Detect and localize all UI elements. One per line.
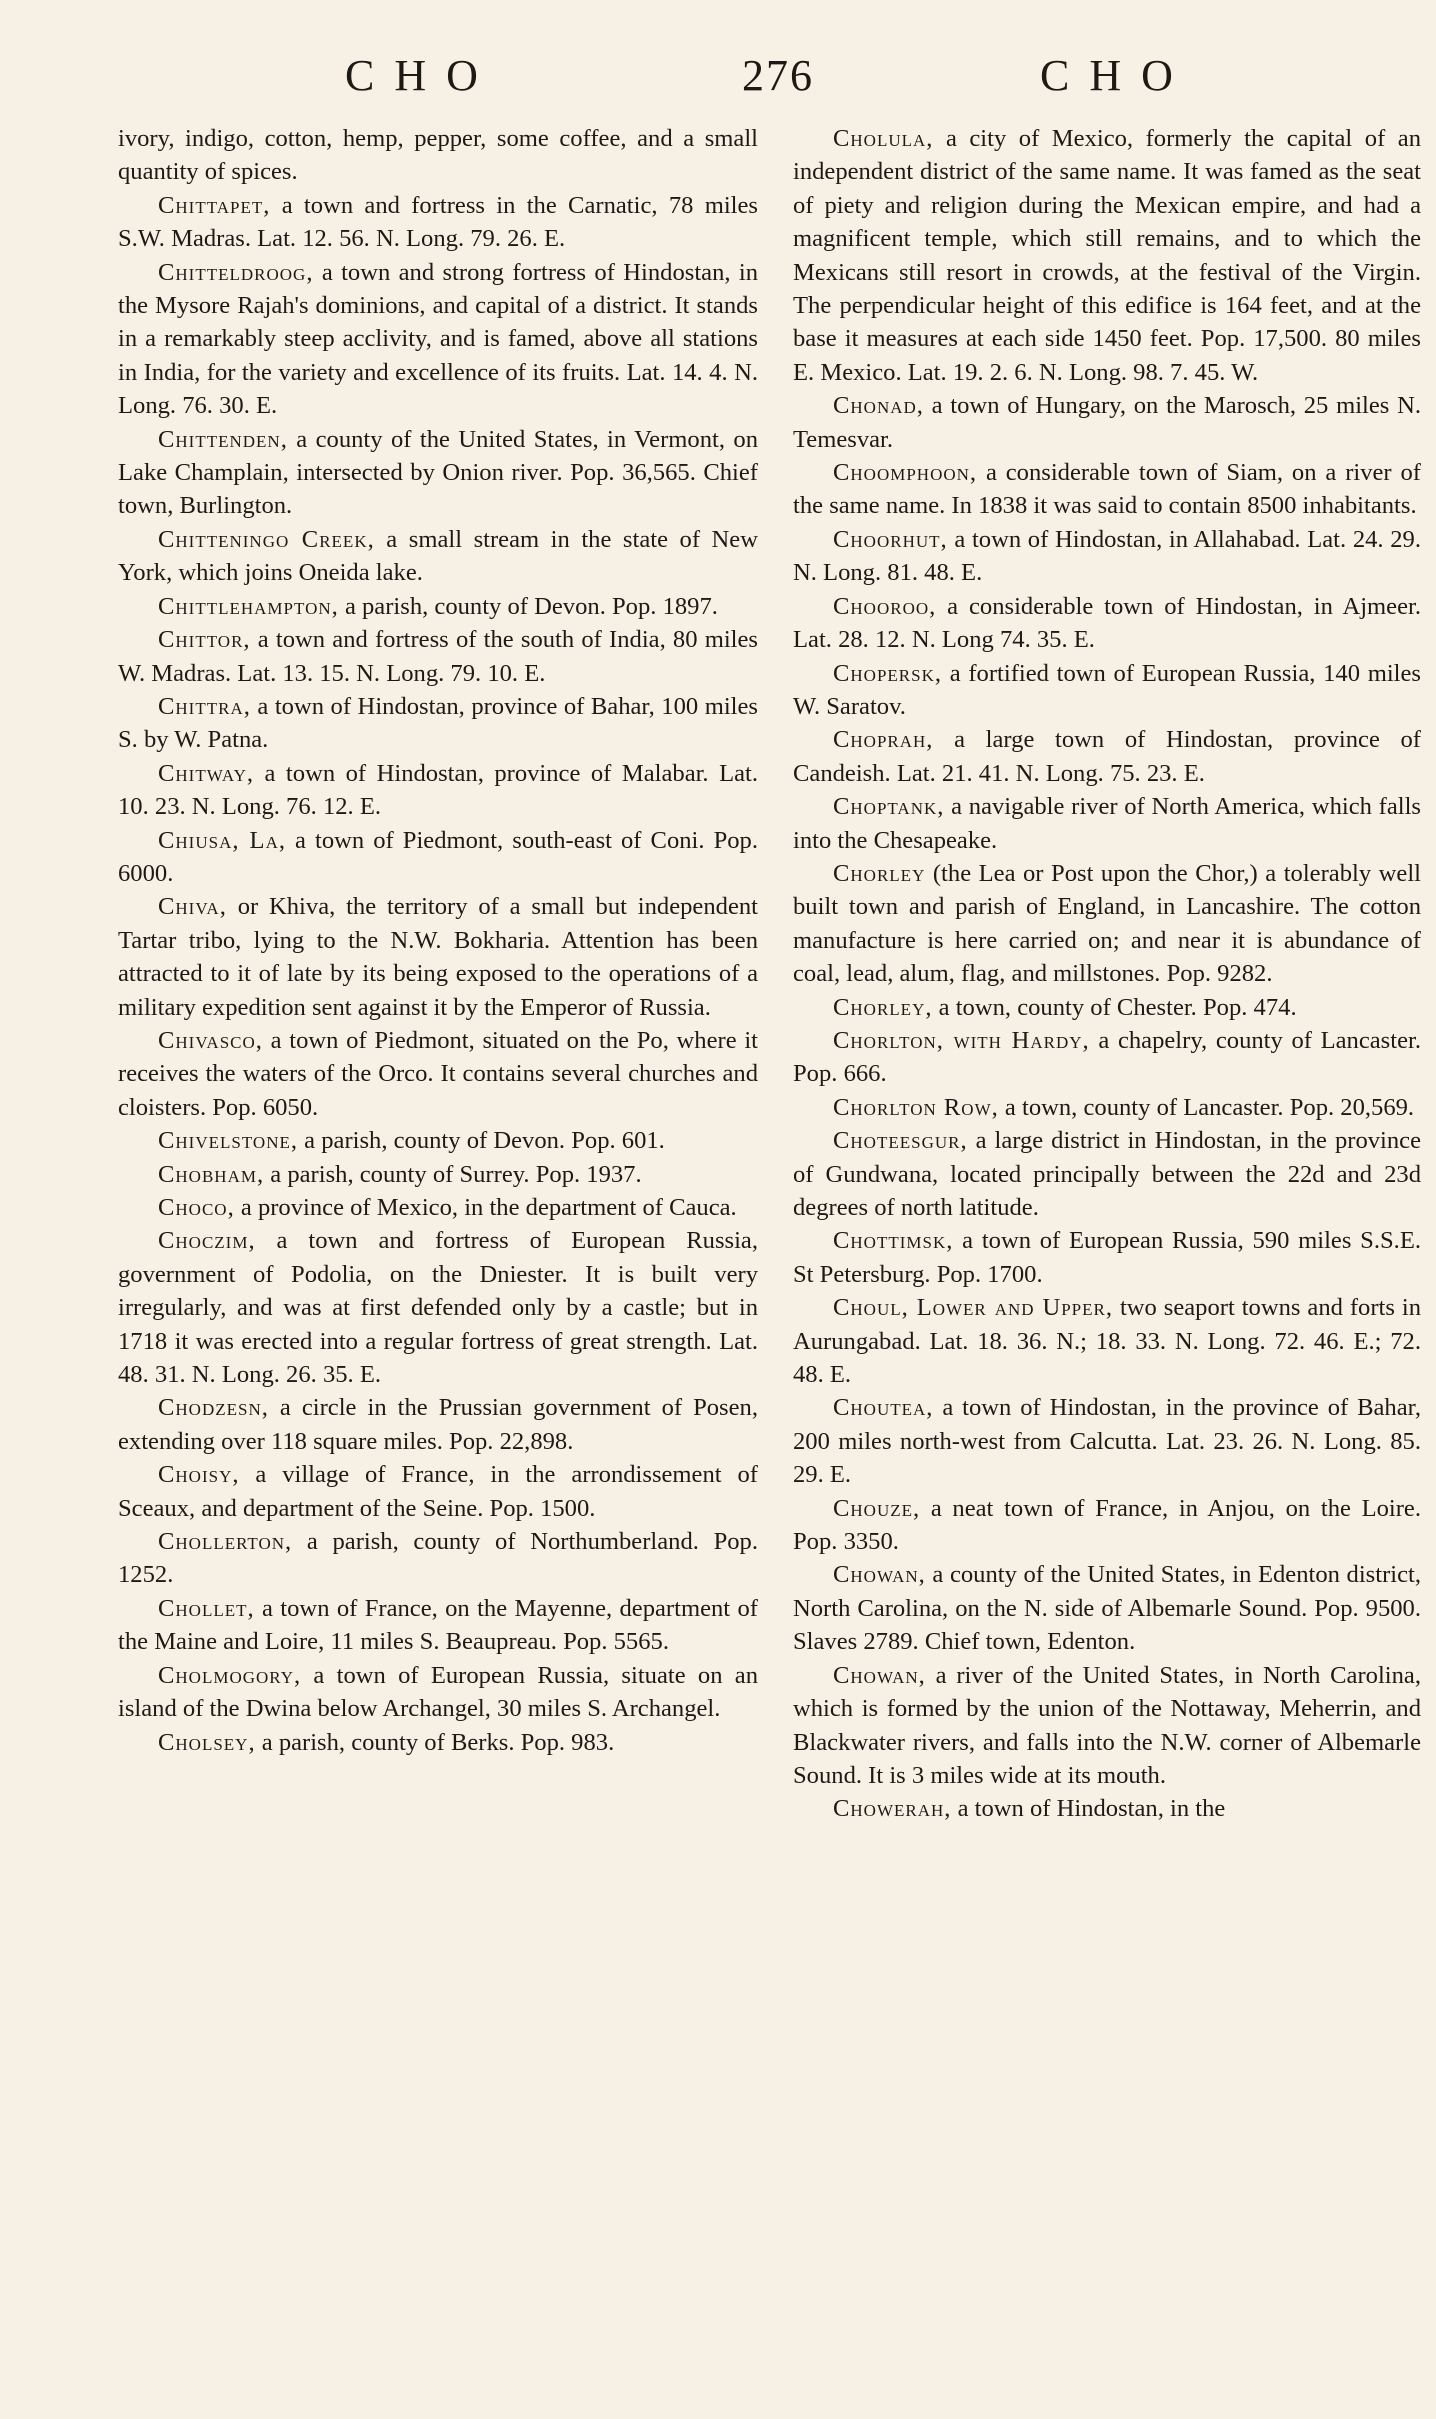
entry-headword: Chitteldroog,: [158, 258, 314, 286]
gazetteer-entry: [118, 1024, 758, 1124]
entry-text: a town of Hindostan, in the province of Bahar, 200 miles north-west from Calcutta. Lat. 23. 26. N. Long. 85. 29. E.: [793, 1394, 1421, 1489]
header-right-guide-word: CHO: [1040, 51, 1193, 100]
gazetteer-entry: [118, 1458, 758, 1525]
entry-text: a town and fortress of European Russia, government of Podolia, on the Dniester. It is built very irregularly, and was at first defended only by a castle; but in 1718 it was erected into a regular fortress of great strength. Lat. 48. 31. N. Long. 26. 35. E.: [118, 1227, 758, 1389]
entry-text: a chapelry, county of Lancaster. Pop. 666.: [793, 1026, 1421, 1088]
entry-headword: Choisy,: [158, 1461, 240, 1489]
entry-text: a town of European Russia, 590 miles S.S.E. St Petersburg. Pop. 1700.: [793, 1227, 1421, 1288]
gazetteer-entry: [793, 389, 1421, 456]
gazetteer-entry: [118, 1158, 758, 1191]
gazetteer-entry: [793, 790, 1421, 857]
entry-headword: Chowerah,: [833, 1795, 952, 1823]
entry-headword: Chorley: [833, 859, 926, 887]
left-column: [118, 122, 758, 1759]
gazetteer-entry: [118, 690, 758, 757]
entry-headword: Chiusa, La,: [158, 826, 286, 854]
gazetteer-entry: [118, 1726, 758, 1759]
gazetteer-entry: [793, 991, 1421, 1024]
entry-text: a town of European Russia, situate on an island of the Dwina below Archangel, 30 miles S. Archangel.: [118, 1661, 758, 1723]
entry-headword: Chopersk,: [833, 659, 943, 687]
entry-headword: Chittlehampton,: [158, 592, 339, 620]
gazetteer-entry: [793, 456, 1421, 523]
entry-text: a city of Mexico, formerly the capital of an independent district of the same name. It was famed as the seat of piety and religion during the Mexican empire, and had a magnificent temple, which still remains, and to which the Mexicans still resort in crowds, at the festival of the Virgin. The perpendicular height of this edifice is 164 feet, and at the base it measures at each side 1450 feet. Pop. 17,500. 80 miles E. Mexico. Lat. 19. 2. 6. N. Long. 98. 7. 45. W.: [793, 125, 1421, 386]
entry-headword: Chorlton Row,: [833, 1093, 999, 1121]
entry-headword: Choutea,: [833, 1394, 934, 1422]
entry-text: a county of the United States, in Vermont, on Lake Champlain, intersected by Onion river. Pop. 36,565. Chief town, Burlington.: [118, 425, 758, 520]
gazetteer-entry: [793, 1558, 1421, 1658]
entry-headword: Chobham,: [158, 1160, 265, 1188]
entry-headword: Chorlton, with Hardy,: [833, 1026, 1090, 1054]
entry-headword: Chittor,: [158, 626, 251, 654]
entry-headword: Choteesgur,: [833, 1127, 968, 1155]
entry-headword: Chiva,: [158, 893, 227, 921]
entry-text: a village of France, in the arrondissement of Sceaux, and department of the Seine. Pop. 1500.: [118, 1461, 758, 1522]
entry-text: two seaport towns and forts in Aurungabad. Lat. 18. 36. N.; 18. 33. N. Long. 72. 46. E.; 72. 48. E.: [793, 1294, 1422, 1389]
entry-text: a considerable town of Siam, on a river of the same name. In 1838 it was said to contain 8500 inhabitants.: [793, 459, 1421, 520]
entry-headword: Cholmogory,: [158, 1661, 302, 1689]
gazetteer-entry: [793, 857, 1421, 991]
entry-text: a town of France, on the Mayenne, department of the Maine and Loire, 11 miles S. Beaupreau. Pop. 5565.: [118, 1594, 758, 1656]
gazetteer-entry: [118, 757, 758, 824]
gazetteer-entry: [118, 423, 758, 523]
gazetteer-entry: [793, 723, 1421, 790]
entry-text: a town, county of Lancaster. Pop. 20,569.: [998, 1093, 1415, 1121]
gazetteer-entry: [118, 189, 758, 256]
gazetteer-entry: [793, 1291, 1421, 1391]
gazetteer-entry: [793, 657, 1421, 724]
entry-text: a parish, county of Devon. Pop. 601.: [298, 1127, 665, 1155]
entry-text: a county of the United States, in Edenton district, North Carolina, on the N. side of Albemarle Sound. Pop. 9500. Slaves 2789. Chief town, Edenton.: [793, 1561, 1421, 1656]
entry-headword: Cholula,: [833, 125, 934, 152]
gazetteer-entry: [118, 1659, 758, 1726]
gazetteer-entry: [118, 1525, 758, 1592]
entry-text: a fortified town of European Russia, 140 miles W. Saratov.: [793, 659, 1421, 720]
entry-headword: Choorhut,: [833, 525, 948, 553]
entry-text: a large district in Hindostan, in the province of Gundwana, located principally between the 22d and 23d degrees of north latitude.: [793, 1127, 1421, 1221]
right-column: [793, 122, 1421, 1826]
entry-headword: Chorley,: [833, 993, 933, 1021]
gazetteer-entry: [118, 1224, 758, 1391]
gazetteer-entry: [793, 590, 1421, 657]
gazetteer-entry: [118, 623, 758, 690]
entry-text: a large town of Hindostan, province of Candeish. Lat. 21. 41. N. Long. 75. 23. E.: [793, 726, 1421, 787]
entry-text: a parish, county of Berks. Pop. 983.: [255, 1728, 615, 1756]
entry-headword: Chottimsk,: [833, 1227, 954, 1255]
entry-headword: Chowan,: [833, 1561, 926, 1589]
gazetteer-entry: [118, 1592, 758, 1659]
entry-headword: Choptank,: [833, 793, 945, 821]
entry-text: a parish, county of Surrey. Pop. 1937.: [264, 1160, 642, 1188]
entry-headword: Chivelstone,: [158, 1127, 299, 1155]
gazetteer-entry: [793, 1024, 1421, 1091]
entry-headword: Choul, Lower and Upper,: [833, 1294, 1114, 1322]
entry-text: a river of the United States, in North Carolina, which is formed by the union of the Nottaway, Meherrin, and Blackwater rivers, and falls into the N.W. corner of Albemarle Sound. It is 3 miles wide at its mouth.: [793, 1661, 1421, 1789]
entry-headword: Chittapet,: [158, 191, 271, 219]
entry-text: a considerable town of Hindostan, in Ajmeer. Lat. 28. 12. N. Long 74. 35. E.: [793, 592, 1421, 654]
entry-text: a province of Mexico, in the department of Cauca.: [234, 1194, 737, 1221]
entry-headword: Choczim,: [158, 1227, 256, 1255]
entry-text: a town of Hungary, on the Marosch, 25 miles N. Temesvar.: [793, 392, 1421, 453]
gazetteer-entry: [118, 1124, 758, 1157]
entry-text: a town, county of Chester. Pop. 474.: [932, 993, 1297, 1021]
gazetteer-entry: [118, 824, 758, 891]
entry-text: a parish, county of Northumberland. Pop. 1252.: [118, 1528, 758, 1589]
entry-text: a town of Hindostan, province of Bahar, 100 miles S. by W. Patna.: [118, 692, 758, 754]
gazetteer-entry: [793, 122, 1421, 389]
gazetteer-entry: [793, 1124, 1421, 1224]
gazetteer-entry: [118, 590, 758, 623]
entry-text: a circle in the Prussian government of Posen, extending over 118 square miles. Pop. 22,898.: [118, 1394, 758, 1455]
entry-headword: Chittra,: [158, 692, 251, 720]
entry-headword: Choco,: [158, 1194, 235, 1221]
entry-text: a navigable river of North America, which falls into the Chesapeake.: [793, 793, 1421, 854]
gazetteer-entry: [118, 1391, 758, 1458]
entry-text: a parish, county of Devon. Pop. 1897.: [338, 592, 718, 620]
entry-headword: Chitway,: [158, 759, 255, 787]
page-number: 276: [742, 51, 814, 100]
entry-headword: Chouze,: [833, 1494, 921, 1522]
running-header: [0, 50, 1436, 110]
entry-headword: Chowan,: [833, 1661, 926, 1689]
entry-text: a town of Piedmont, south-east of Coni. Pop. 6000.: [118, 826, 758, 887]
entry-text: a town and fortress of the south of India, 80 miles W. Madras. Lat. 13. 15. N. Long. 79. 10. E.: [118, 626, 758, 687]
gazetteer-entry: [118, 1191, 758, 1224]
gazetteer-entry: [793, 1224, 1421, 1291]
entry-headword: Chooroo,: [833, 592, 937, 620]
entry-headword: Choprah,: [833, 726, 934, 754]
entry-headword: Chitteningo Creek,: [158, 525, 375, 553]
gazetteer-entry: [793, 1659, 1421, 1793]
entry-text: ivory, indigo, cotton, hemp, pepper, some coffee, and a small quantity of spices.: [118, 125, 758, 186]
entry-headword: Chodzesn,: [158, 1394, 269, 1422]
entry-text: a neat town of France, in Anjou, on the Loire. Pop. 3350.: [793, 1494, 1421, 1556]
gazetteer-entry: [118, 256, 758, 423]
entry-headword: Chivasco,: [158, 1026, 263, 1054]
gazetteer-entry: [118, 890, 758, 1024]
entry-text: a town of Piedmont, situated on the Po, where it receives the waters of the Orco. It contains several churches and cloisters. Pop. 6050.: [118, 1026, 758, 1121]
entry-headword: Chollerton,: [158, 1528, 293, 1556]
header-left-guide-word: CHO: [345, 51, 498, 100]
gazetteer-entry: [793, 523, 1421, 590]
entry-text: a small stream in the state of New York, which joins Oneida lake.: [118, 525, 758, 587]
gazetteer-entry: [118, 523, 758, 590]
gazetteer-entry: [118, 122, 758, 189]
entry-text: a town of Hindostan, province of Malabar. Lat. 10. 23. N. Long. 76. 12. E.: [118, 759, 758, 821]
entry-text: a town and fortress in the Carnatic, 78 miles S.W. Madras. Lat. 12. 56. N. Long. 79. 26. E.: [118, 191, 758, 253]
entry-text: a town of Hindostan, in Allahabad. Lat. 24. 29. N. Long. 81. 48. E.: [793, 525, 1421, 587]
entry-text: a town and strong fortress of Hindostan, in the Mysore Rajah's dominions, and capital of a district. It stands in a remarkably steep acclivity, and is famed, above all stations in India, for the variety and excellence of its fruits. Lat. 14. 4. N. Long. 76. 30. E.: [118, 258, 758, 420]
gazetteer-entry: [793, 1391, 1421, 1491]
entry-text: (the Lea or Post upon the Chor,) a tolerably well built town and parish of England, in Lancashire. The cotton manufacture is here carried on; and near it is abundance of coal, lead, alum, flag, and millstones. Pop. 9282.: [793, 859, 1421, 988]
gazetteer-entry: [793, 1091, 1421, 1124]
entry-headword: Chollet,: [158, 1594, 255, 1622]
entry-headword: Chonad,: [833, 392, 924, 420]
entry-headword: Cholsey,: [158, 1728, 256, 1756]
entry-text: or Khiva, the territory of a small but independent Tartar tribo, lying to the N.W. Bokharia. Attention has been attracted to it of late by its being exposed to the operations of a military expedition sent against it by the Emperor of Russia.: [118, 893, 758, 1021]
gazetteer-entry: [793, 1792, 1421, 1825]
gazetteer-entry: [793, 1492, 1421, 1559]
entry-headword: Chittenden,: [158, 425, 288, 453]
entry-headword: Choomphoon,: [833, 459, 978, 487]
entry-text: a town of Hindostan, in the: [951, 1795, 1226, 1823]
